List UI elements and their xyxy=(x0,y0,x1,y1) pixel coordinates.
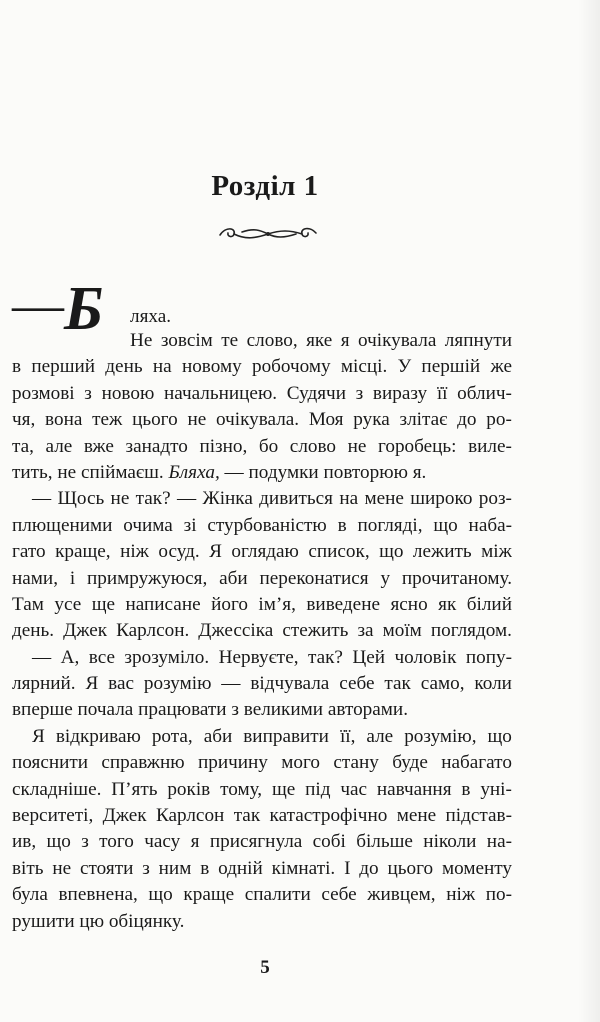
page-edge-shadow xyxy=(578,0,600,1022)
text-line: складніше. П’ять років тому, ще під час навчання в уні- xyxy=(12,778,512,800)
flourish-ornament-icon xyxy=(212,222,324,246)
text-line: день. Джек Карлсон. Джессіка стежить за моїм поглядом. xyxy=(12,620,512,642)
text-line: пояснити справжню причину мого стану буде набагато xyxy=(12,752,512,774)
text-line: в перший день на новому робочому місці. У першій же xyxy=(12,356,512,378)
chapter-title: Розділ 1 xyxy=(211,170,319,202)
text-line: нами, і примружуюся, аби переконатися у прочитаному. xyxy=(12,567,512,589)
dropcap-letter: Б xyxy=(64,275,104,343)
text-line: Там усе ще написане його ім’я, виведене ясно як білий xyxy=(12,593,512,615)
page-number: 5 xyxy=(260,957,270,978)
text-line: лярний. Я вас розумію — відчувала себе так само, коли xyxy=(12,673,512,695)
text-line: — Щось не так? — Жінка дивиться на мене широко роз- xyxy=(32,488,512,510)
dropcap-dash: — xyxy=(12,277,64,334)
text-line: ив, що з того часу я присягнула собі більше ніколи на- xyxy=(12,831,512,853)
text-line: була впевнена, що краще спалити себе живцем, ніж по- xyxy=(12,884,512,906)
chapter-text xyxy=(12,275,512,935)
text-line: тить, не спіймаєш. Бляха, — подумки повторюю я. xyxy=(12,460,512,486)
text-line: та, але вже занадто пізно, бо слово не горобець: виле- xyxy=(12,435,512,457)
text-line: рушити цю обіцянку. xyxy=(12,910,185,932)
text-line: Я відкриваю рота, аби виправити її, але розумію, що xyxy=(32,725,512,747)
text-line: верситеті, Джек Карлсон так катастрофічно мене підстав- xyxy=(12,805,512,827)
italic-word: Бляха, xyxy=(168,461,220,483)
text-line: розмові з новою начальницею. Судячи з виразу її облич- xyxy=(12,382,512,404)
text-line: вперше почала працювати з великими авторами. xyxy=(12,699,408,721)
text-line: віть не стояти з ним в одній кімнаті. І до цього моменту xyxy=(12,857,512,879)
text-line: Не зовсім те слово, яке я очікувала ляпнути xyxy=(130,330,512,351)
text-line: — А, все зрозуміло. Нервуєте, так? Цей чоловік попу- xyxy=(32,646,512,668)
text-line: гато краще, ніж осуд. Я оглядаю список, що лежить між xyxy=(12,541,512,563)
dropcap-rest: ляха. xyxy=(130,306,172,327)
text-line: чя, вона теж цього не очікувала. Моя рука злітає до ро- xyxy=(12,409,512,431)
text-line: плющеними очима зі стурбованістю в погляді, що наба- xyxy=(12,514,512,536)
